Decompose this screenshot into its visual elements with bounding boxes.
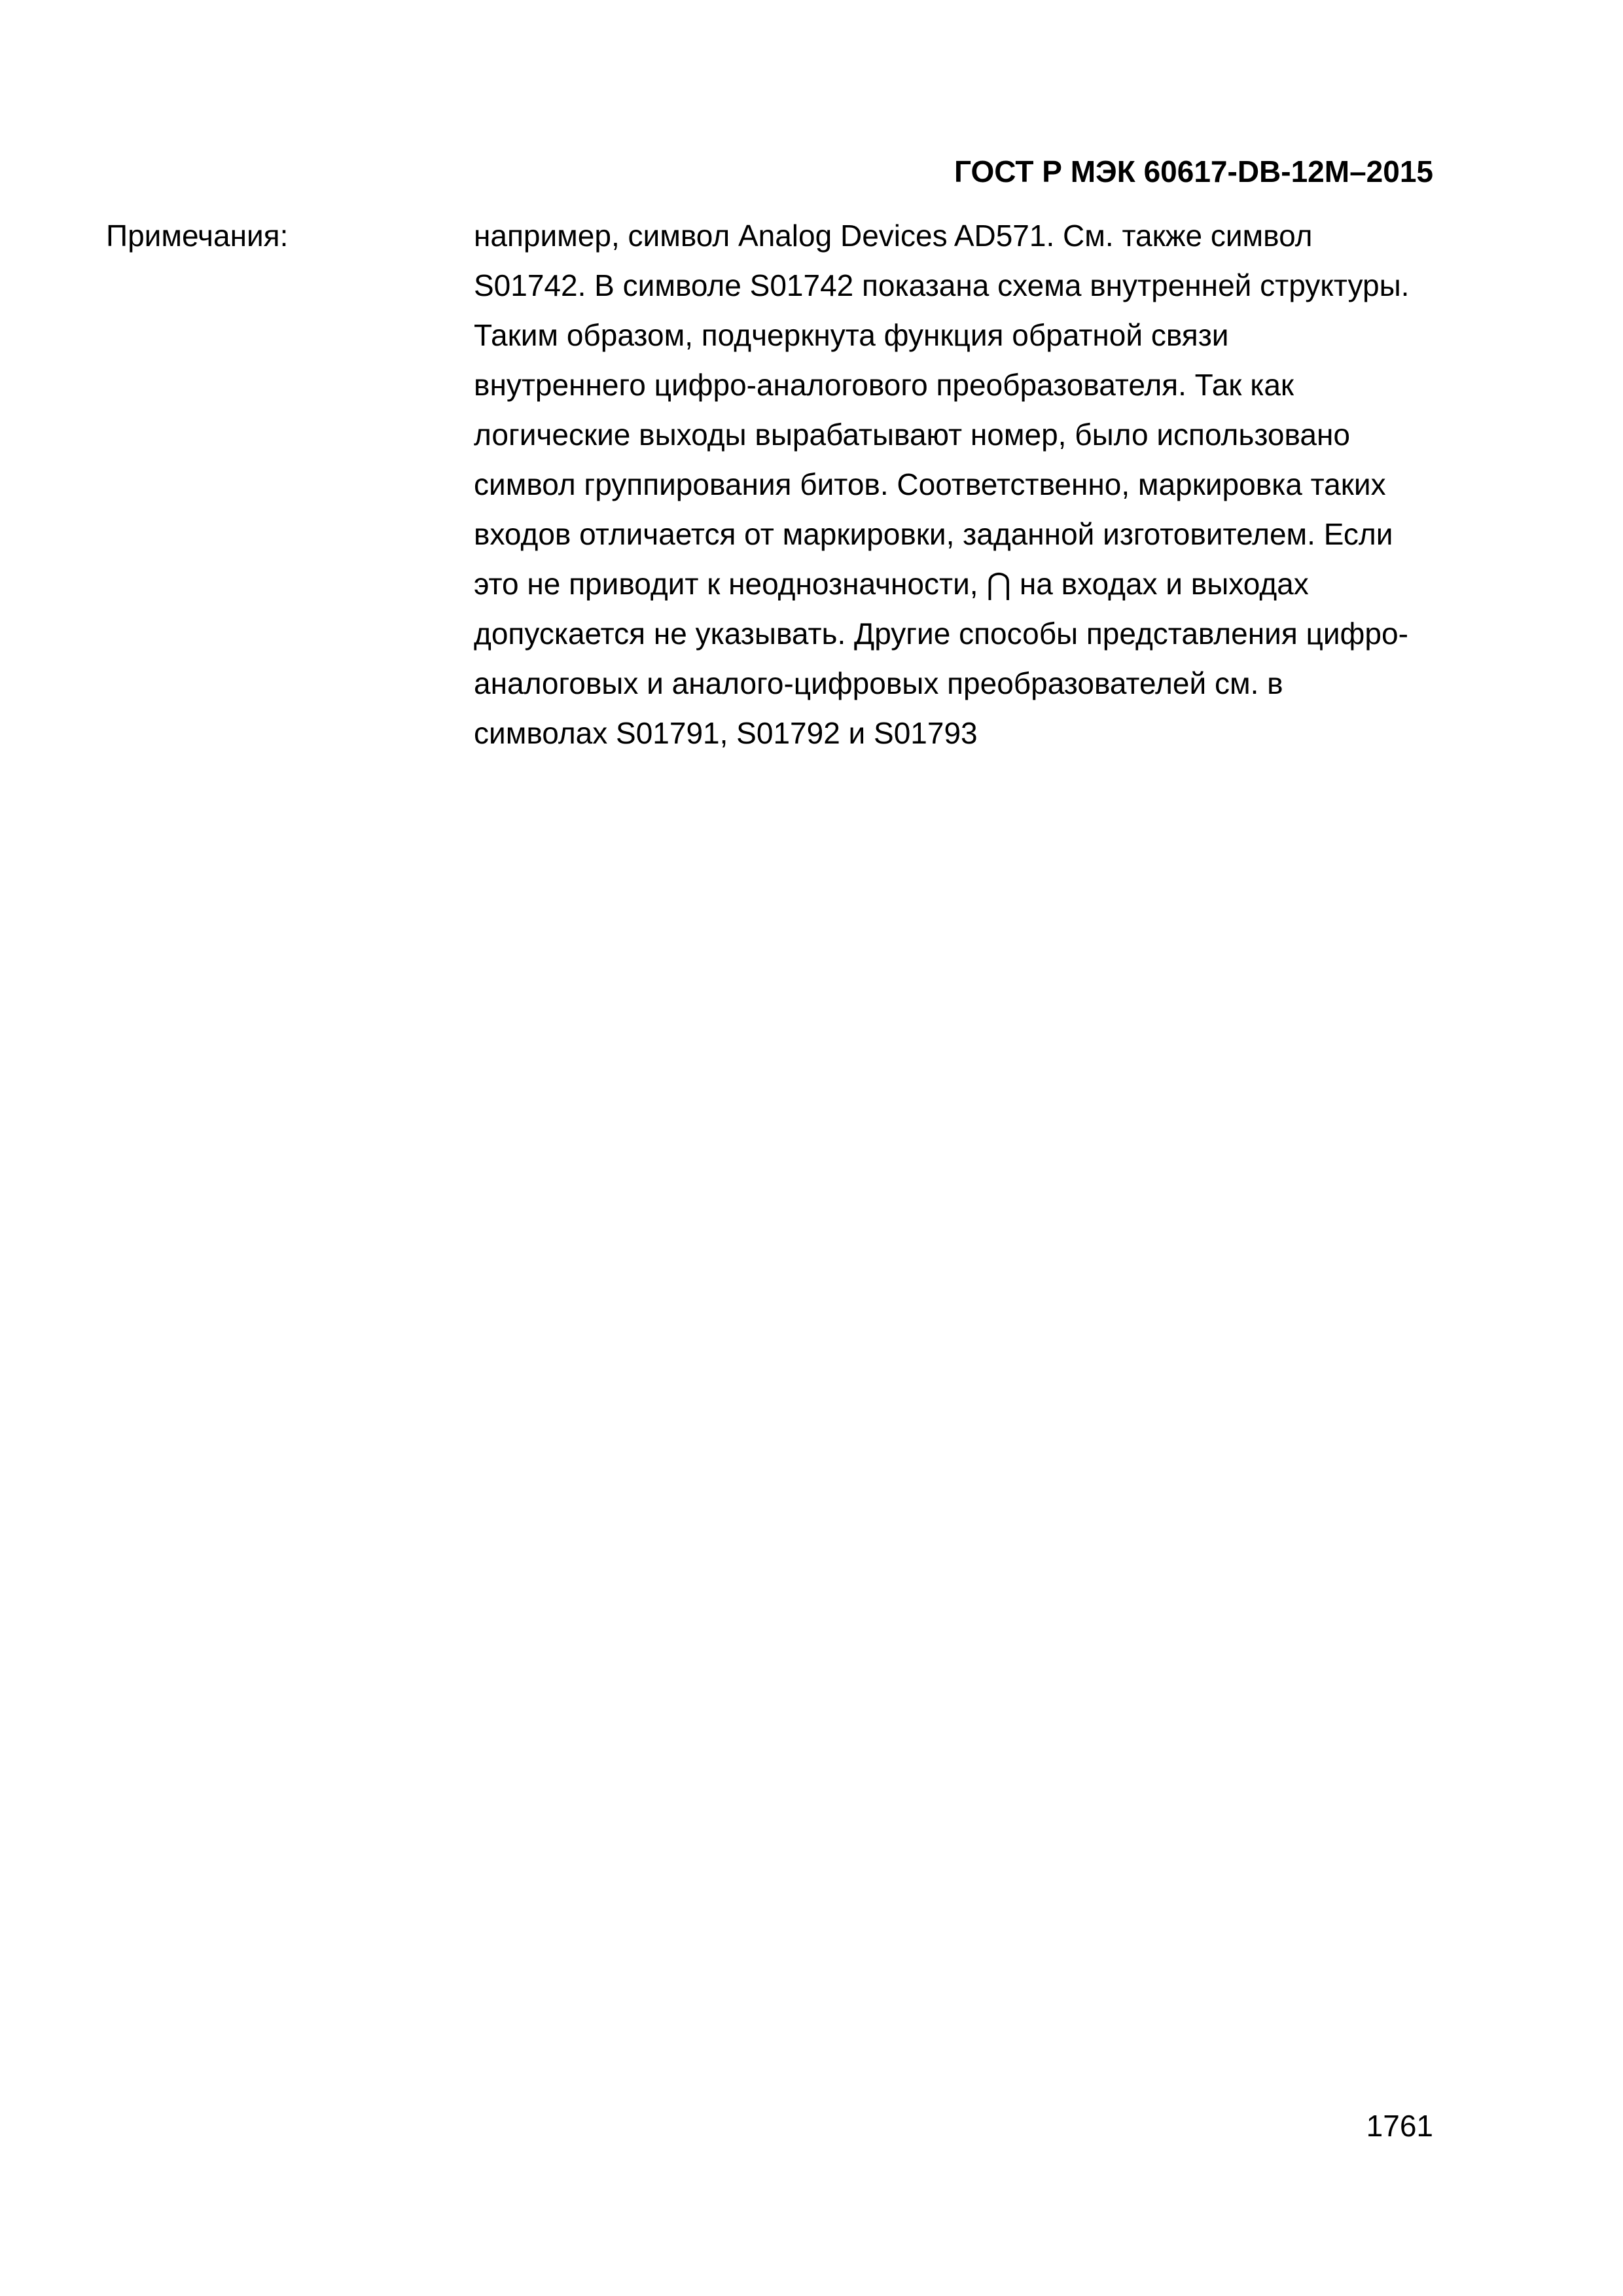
- notes-body: [474, 211, 1534, 758]
- page-number: 1761: [1366, 2109, 1433, 2143]
- notes-line: символах S01791, S01792 и S01793: [474, 716, 978, 750]
- notes-line: S01742. В символе S01742 показана схема внутренней структуры.: [474, 268, 1410, 302]
- standard-header: ГОСТ Р МЭК 60617-DB-12M–2015: [954, 154, 1433, 188]
- notes-label: Примечания:: [106, 219, 289, 253]
- notes-line: например, символ Analog Devices AD571. См. также символ: [474, 219, 1313, 253]
- notes-line: внутреннего цифро-аналогового преобразователя. Так как: [474, 368, 1294, 402]
- notes-line: Таким образом, подчеркнута функция обратной связи: [474, 318, 1229, 352]
- notes-line: допускается не указывать. Другие способы представления цифро-: [474, 617, 1408, 651]
- notes-line: символ группирования битов. Соответственно, маркировка таких: [474, 467, 1386, 501]
- notes-line: входов отличается от маркировки, заданной изготовителем. Если: [474, 517, 1393, 551]
- notes-line: это не приводит к неоднозначности, ⋂ на входах и выходах: [474, 567, 1309, 601]
- notes-line: аналоговых и аналого-цифровых преобразователей см. в: [474, 666, 1283, 700]
- notes-line: логические выходы вырабатывают номер, было использовано: [474, 418, 1350, 452]
